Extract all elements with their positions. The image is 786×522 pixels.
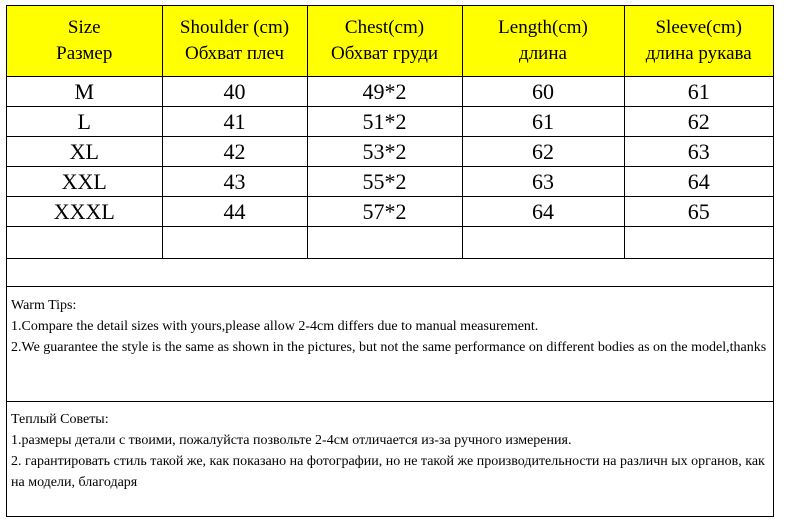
cell-shoulder: 40 — [162, 77, 307, 107]
cell-size: XXXL — [7, 197, 162, 227]
cell-size: L — [7, 107, 162, 137]
warm-tips-title: Теплый Советы: — [11, 412, 109, 427]
cell-chest: 49*2 — [307, 77, 462, 107]
empty-cell — [462, 227, 624, 259]
cell-sleeve: 63 — [624, 137, 773, 167]
warm-tips-line: 2.We guarantee the style is the same as shown in the pictures, but not the same performance on different bodies as on the model,thanks — [11, 340, 767, 355]
table-row — [7, 107, 773, 137]
table-row — [7, 167, 773, 197]
header-cell-length: Length(cm) длина — [462, 6, 624, 77]
empty-row — [7, 227, 773, 259]
table-row — [7, 77, 773, 107]
cell-size: XXL — [7, 167, 162, 197]
empty-cell — [307, 227, 462, 259]
header-cell-sleeve: Sleeve(cm) длина рукава — [624, 6, 773, 77]
size-chart-sheet — [6, 5, 774, 517]
cell-shoulder: 43 — [162, 167, 307, 197]
cell-chest: 51*2 — [307, 107, 462, 137]
cell-sleeve: 62 — [624, 107, 773, 137]
empty-cell — [624, 227, 773, 259]
cell-length: 62 — [462, 137, 624, 167]
cell-chest: 55*2 — [307, 167, 462, 197]
cell-shoulder: 41 — [162, 107, 307, 137]
cell-chest: 53*2 — [307, 137, 462, 167]
cell-size: M — [7, 77, 162, 107]
cell-length: 60 — [462, 77, 624, 107]
cell-size: XL — [7, 137, 162, 167]
cell-shoulder: 44 — [162, 197, 307, 227]
warm-tips-russian — [7, 402, 773, 516]
cell-length: 63 — [462, 167, 624, 197]
cell-shoulder: 42 — [162, 137, 307, 167]
cell-chest: 57*2 — [307, 197, 462, 227]
size-table — [7, 6, 773, 259]
warm-tips-line: 1.Compare the detail sizes with yours,please allow 2-4cm differs due to manual measurement. — [11, 319, 539, 334]
header-cell-chest: Chest(cm) Обхват груди — [307, 6, 462, 77]
table-row — [7, 137, 773, 167]
header-cell-shoulder: Shoulder (cm) Обхват плеч — [162, 6, 307, 77]
warm-tips-title: Warm Tips: — [11, 298, 77, 313]
cell-length: 61 — [462, 107, 624, 137]
table-row — [7, 197, 773, 227]
empty-cell — [162, 227, 307, 259]
header-cell-size: Size Размер — [7, 6, 162, 77]
header-row — [7, 6, 773, 77]
warm-tips-line: 2. гарантировать стиль такой же, как показано на фотографии, но не такой же производительности на различн ых органов, как на модели, благодаря — [11, 454, 765, 490]
cell-sleeve: 65 — [624, 197, 773, 227]
cell-length: 64 — [462, 197, 624, 227]
empty-cell — [7, 227, 162, 259]
warm-tips-line: 1.размеры детали с твоими, пожалуйста позвольте 2-4см отличается из-за ручного измерения. — [11, 433, 572, 448]
cell-sleeve: 64 — [624, 167, 773, 197]
warm-tips-english — [7, 286, 773, 402]
cell-sleeve: 61 — [624, 77, 773, 107]
